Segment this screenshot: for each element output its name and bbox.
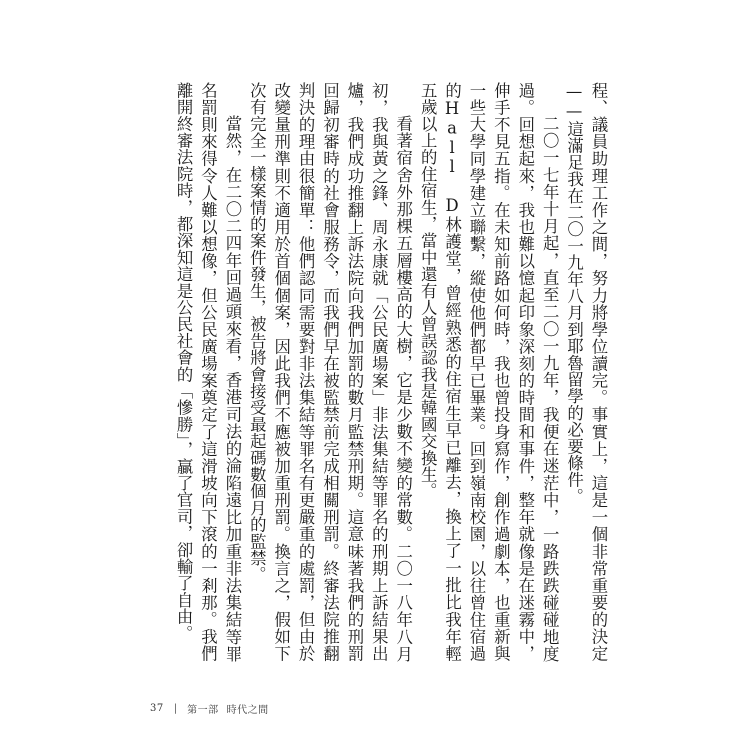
page-footer bbox=[150, 698, 269, 718]
footer-title: 時代之間 bbox=[226, 704, 269, 716]
page-number: 37 bbox=[150, 702, 164, 714]
footer-part: 第一部 bbox=[187, 704, 219, 716]
paragraph-3: 看著宿舍外那棵五層樓高的大樹，它是少數不變的常數。二〇一八年八月初，我與黃之鋒、周永康就「公民廣場案」非法集結等罪名的刑期上訴結果出爐，我們成功推翻上訴法院向我們加罰的數月監禁刑期。這意味著我們的刑罰回歸初審時的社會服務令，而我們早在被監禁前完成相關刑罰。終審法院推翻判決的理由很簡單：他們認同需要對非法集結等罪名有更嚴重的處罰，但由於改變量刑準則不適用於首個個案，因此我們不應被加重刑罰。換言之，假如下次有完全一樣案情的案件發生，被告將會接受最起碼數個月的監禁。 bbox=[247, 82, 413, 662]
paragraph-2: 二〇一七年十月起，直至二〇一九年，我便在迷茫中，一路跌跌碰碰地度過。回想起來，我也難以憶起印象深刻的時間和事件，整年就像是在迷霧中，伸手不見五指。在未知前路如何時，我也曾投身寫作，創作過劇本，也重新與一些大學同學建立聯繫，縱使他們都早已畢業。回到嶺南校園，以往曾住宿過的Hall D林護堂，曾經熟悉的住宿生早已離去，換上了一批比我年輕五歲以上的住宿生，當中還有人曾誤認我是韓國交換生。 bbox=[418, 82, 560, 662]
paragraph-1: 程、議員助理工作之間，努力將學位讀完。事實上，這是一個非常重要的決定——這滿足我在二〇一九年八月到耶魯留學的必要條件。 bbox=[564, 82, 608, 662]
footer-separator: | bbox=[173, 702, 178, 714]
paragraph-4: 當然，在二〇二四年回過頭來看，香港司法的淪陷遠比加重非法集結等罪名罰則來得令人難以想像，但公民廣場案奠定了這滑坡向下滾的一剎那。我們離開終審法院時，都深知這是公民社會的「慘勝」，贏了官司，卻輸了自由。 bbox=[174, 82, 242, 662]
vertical-text-body bbox=[166, 82, 610, 662]
